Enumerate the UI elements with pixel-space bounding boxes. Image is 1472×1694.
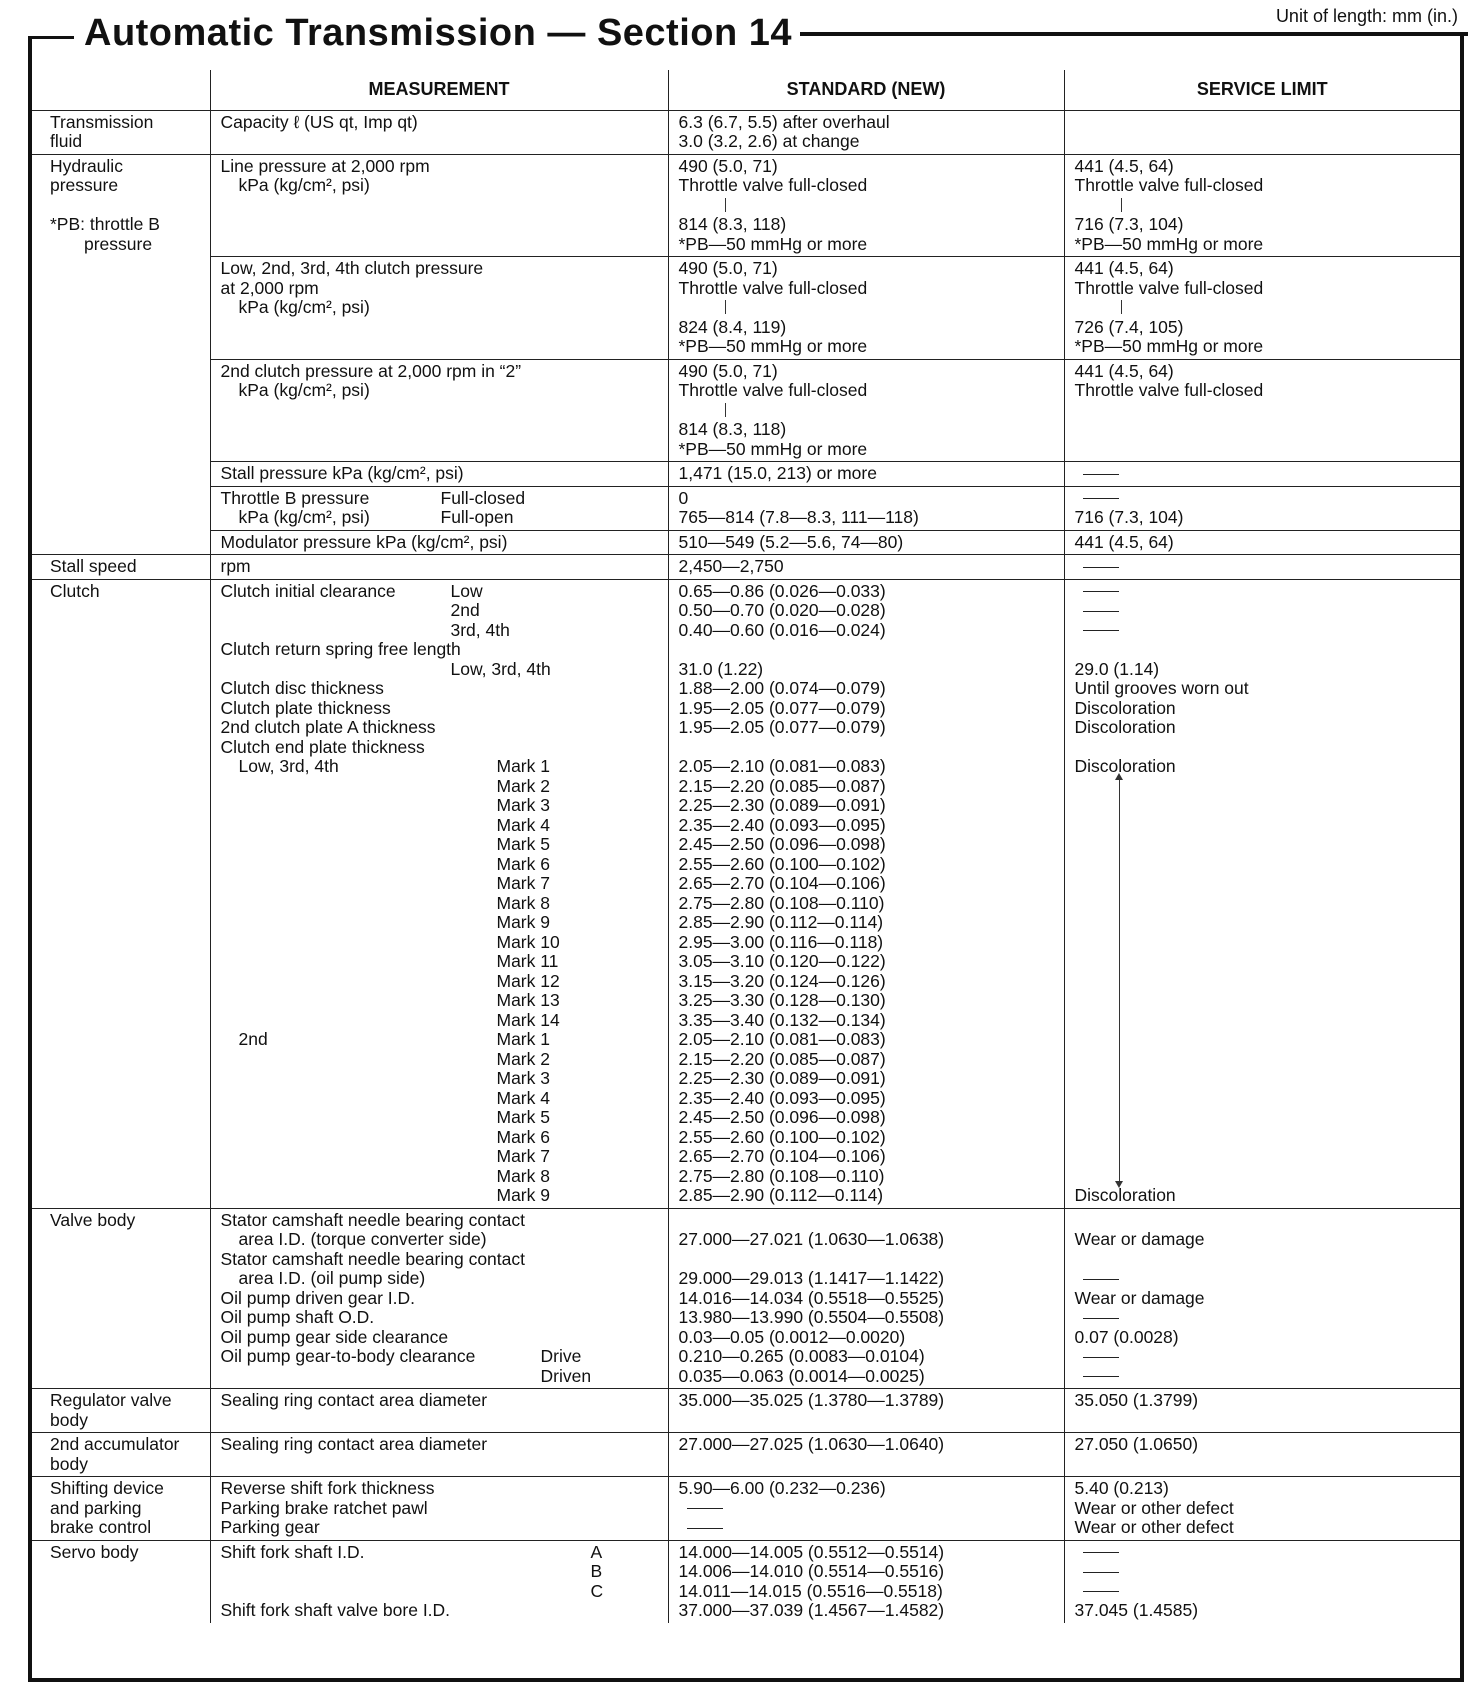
limit-cell xyxy=(1064,555,1460,580)
valve-sub-label: Driven xyxy=(540,1365,592,1386)
measurement-cell: Line pressure at 2,000 rpm kPa (kg/cm², psi) xyxy=(210,154,668,257)
dash-mark xyxy=(1083,591,1119,592)
table-row xyxy=(32,359,1460,462)
mark-label-row xyxy=(221,1108,662,1128)
valve-limit: Wear or damage xyxy=(1074,1287,1205,1308)
mark-label: Mark 5 xyxy=(496,1107,550,1127)
mark-value: 2.85—2.90 (0.112—0.114) xyxy=(678,1185,884,1205)
mark-label-row xyxy=(221,855,662,875)
dash-mark xyxy=(1083,1591,1119,1592)
measurement-cell: Reverse shift fork thickness Parking brake ratchet pawl Parking gear xyxy=(210,1477,668,1541)
valve-measurement: area I.D. (torque converter side) xyxy=(238,1229,487,1249)
mark-label: Mark 1 xyxy=(496,756,550,776)
mark-label-row xyxy=(221,894,662,914)
valve-measurement-row xyxy=(221,1367,662,1387)
table-row xyxy=(32,486,1460,530)
limit-cell xyxy=(1064,110,1460,154)
mark-label: Mark 10 xyxy=(496,931,560,952)
measurement-cell: Stall pressure kPa (kg/cm², psi) xyxy=(210,462,668,487)
valve-measurement: Oil pump gear-to-body clearance xyxy=(220,1346,476,1366)
mark-value: 3.25—3.30 (0.128—0.130) xyxy=(678,990,886,1010)
valve-limit xyxy=(1075,1367,1455,1387)
standard-cell xyxy=(668,1208,1064,1389)
mark-value: 2.55—2.60 (0.100—0.102) xyxy=(678,853,886,874)
mark-label-row xyxy=(221,991,662,1011)
valve-limit xyxy=(1075,1347,1455,1367)
marks-standard-values xyxy=(679,757,1058,1206)
mark-label-row xyxy=(221,777,662,797)
dash-mark xyxy=(1083,567,1119,568)
mark-value: 3.15—3.20 (0.124—0.126) xyxy=(678,970,886,991)
mark-value: 2.75—2.80 (0.108—0.110) xyxy=(678,1165,885,1186)
measurement-cell: Clutch initial clearance Low 2nd 3rd, 4th Clutch return spring free length Low, 3rd, 4th Clutch disc thickness Clutch plate thickness 2nd clutch plate A thickness Clutch end plate thickness Low, 3rd, 4th Mark 1 Mark 2 Mark 3 Mark 4 Mark 5 Mark 6 Mark 7 Mark 8 Mark 9 Mark 10 Mark 11 Mark 12 Mark 13 Mark 14 2nd Mark 1 Mark 2 Mark 3 Mark 4 Mark 5 Mark 6 Mark 7 Mark 8 Mark 9 xyxy=(210,579,668,1208)
range-tick xyxy=(1075,196,1455,216)
mark-value: 2.65—2.70 (0.104—0.106) xyxy=(678,873,886,893)
valve-standard: 29.000—29.013 (1.1417—1.1422) xyxy=(678,1268,945,1288)
mark-value: 2.15—2.20 (0.085—0.087) xyxy=(678,1048,886,1069)
measurement-cell: Sealing ring contact area diameter xyxy=(210,1433,668,1477)
header-measurement: MEASUREMENT xyxy=(210,70,668,110)
valve-measurement-row xyxy=(221,1347,662,1367)
mark-value: 2.35—2.40 (0.093—0.095) xyxy=(678,814,886,835)
standard-cell: 490 (5.0, 71) Throttle valve full-closed 814 (8.3, 118) *PB—50 mmHg or more xyxy=(668,154,1064,257)
mark-label-row xyxy=(221,816,662,836)
valve-sub-label: Drive xyxy=(540,1346,582,1366)
table-row xyxy=(32,1477,1460,1541)
header-blank xyxy=(32,70,210,110)
mark-label-row xyxy=(221,1167,662,1187)
dash-mark xyxy=(1083,611,1119,612)
mark-value: 2.85—2.90 (0.112—0.114) xyxy=(678,912,884,932)
mark-label-row xyxy=(221,835,662,855)
category-cell: 2nd accumulator body xyxy=(32,1433,210,1477)
valve-measurement-row xyxy=(221,1230,662,1250)
mark-label-row xyxy=(221,1186,662,1206)
valve-limit xyxy=(1075,1269,1455,1289)
limit-cell: 37.045 (1.4585) xyxy=(1064,1540,1460,1623)
mark-group-label: 2nd xyxy=(238,1029,268,1049)
measurement-cell: Low, 2nd, 3rd, 4th clutch pressure at 2,000 rpm kPa (kg/cm², psi) xyxy=(210,257,668,360)
mark-label: Mark 7 xyxy=(496,873,550,893)
mark-value: 2.45—2.50 (0.096—0.098) xyxy=(678,1107,886,1127)
valve-standard xyxy=(679,1211,1058,1231)
mark-label-row xyxy=(221,1069,662,1089)
table-row xyxy=(32,579,1460,1208)
mark-value: 2.05—2.10 (0.081—0.083) xyxy=(678,1029,886,1049)
mark-value: 2.45—2.50 (0.096—0.098) xyxy=(678,834,886,854)
limit-cell: 441 (4.5, 64) Throttle valve full-closed 716 (7.3, 104) *PB—50 mmHg or more xyxy=(1064,154,1460,257)
category-cell: Servo body xyxy=(32,1540,210,1623)
marks-group-2-labels xyxy=(221,1030,662,1206)
valve-standard: 27.000—27.021 (1.0630—1.0638) xyxy=(678,1229,945,1249)
valve-limit xyxy=(1075,1308,1455,1328)
marks-group-1-labels xyxy=(221,757,662,1030)
mark-label: Mark 2 xyxy=(496,775,550,796)
mark-label: Mark 14 xyxy=(496,1009,560,1030)
mark-label-row xyxy=(221,874,662,894)
limit-cell: 29.0 (1.14) Until grooves worn out Discoloration Discoloration Discoloration Discoloration xyxy=(1064,579,1460,1208)
mark-label: Mark 4 xyxy=(496,1087,550,1108)
measurement-cell: Shift fork shaft I.D. A B C Shift fork shaft valve bore I.D. xyxy=(210,1540,668,1623)
table-row xyxy=(32,530,1460,555)
dash-mark xyxy=(1083,1279,1119,1280)
valve-measurement: Oil pump shaft O.D. xyxy=(220,1307,375,1327)
standard-cell: 27.000—27.025 (1.0630—1.0640) xyxy=(668,1433,1064,1477)
mark-label: Mark 3 xyxy=(496,795,550,815)
measurement-cell: Modulator pressure kPa (kg/cm², psi) xyxy=(210,530,668,555)
standard-cell: 0.65—0.86 (0.026—0.033) 0.50—0.70 (0.020—0.028) 0.40—0.60 (0.016—0.024) 31.0 (1.22) 1.88—2.00 (0.074—0.079) 1.95—2.05 (0.077—0.079) 1.95—2.05 (0.077—0.079) 2.05—2.10 (0.081—0.083) 2.15—2.20 (0.085—0.087) 2.25—2.30 (0.089—0.091) 2.35—2.40 (0.093—0.095) 2.45—2.50 (0.096—0.098) 2.55—2.60 (0.100—0.102) 2.65—2.70 (0.104—0.106) 2.75—2.80 (0.108—0.110) 2.85—2.90 (0.112—0.114) 2.95—3.00 (0.116—0.118) 3.05—3.10 (0.120—0.122) 3.15—3.20 (0.124—0.126) 3.25—3.30 (0.128—0.130) 3.35—3.40 (0.132—0.134) 2.05—2.10 (0.081—0.083) 2.15—2.20 (0.085—0.087) 2.25—2.30 (0.089—0.091) 2.35—2.40 (0.093—0.095) 2.45—2.50 (0.096—0.098) 2.55—2.60 (0.100—0.102) 2.65—2.70 (0.104—0.106) 2.75—2.80 (0.108—0.110) 2.85—2.90 (0.112—0.114) xyxy=(668,579,1064,1208)
limit-cell: 716 (7.3, 104) xyxy=(1064,486,1460,530)
valve-standard: 0.03—0.05 (0.0012—0.0020) xyxy=(678,1326,906,1347)
valve-standard xyxy=(679,1250,1058,1270)
range-tick xyxy=(1075,298,1455,318)
page-title: Automatic Transmission — Section 14 xyxy=(76,12,800,55)
table-row xyxy=(32,555,1460,580)
category-cell: Hydraulic pressure *PB: throttle B pressure xyxy=(32,154,210,555)
measurement-cell: Sealing ring contact area diameter xyxy=(210,1389,668,1433)
marks-limit: Discoloration Discoloration xyxy=(1074,756,1176,1205)
mark-label: Mark 6 xyxy=(496,1126,550,1147)
standard-cell: 1,471 (15.0, 213) or more xyxy=(668,462,1064,487)
mark-value: 2.05—2.10 (0.081—0.083) xyxy=(678,756,886,776)
category-cell: Transmission fluid xyxy=(32,110,210,154)
limit-cell: 35.050 (1.3799) xyxy=(1064,1389,1460,1433)
mark-label: Mark 1 xyxy=(496,1029,550,1049)
mark-label: Mark 5 xyxy=(496,834,550,854)
dash-mark xyxy=(687,1508,723,1509)
table-row xyxy=(32,462,1460,487)
limit-cell: 27.050 (1.0650) xyxy=(1064,1433,1460,1477)
mark-value: 2.15—2.20 (0.085—0.087) xyxy=(678,775,886,796)
mark-label-row xyxy=(221,1089,662,1109)
valve-limit xyxy=(1075,1211,1455,1231)
standard-cell: 510—549 (5.2—5.6, 74—80) xyxy=(668,530,1064,555)
table-row xyxy=(32,1389,1460,1433)
category-cell: Regulator valve body xyxy=(32,1389,210,1433)
dash-mark xyxy=(1083,498,1119,499)
mark-label: Mark 6 xyxy=(496,853,550,874)
mark-label-row xyxy=(221,1011,662,1031)
table-row xyxy=(32,1208,1460,1389)
category-cell: Clutch xyxy=(32,579,210,1208)
range-tick xyxy=(679,196,1058,216)
mark-label-row xyxy=(221,952,662,972)
standard-cell: 490 (5.0, 71) Throttle valve full-closed 824 (8.4, 119) *PB—50 mmHg or more xyxy=(668,257,1064,360)
header-standard: STANDARD (NEW) xyxy=(668,70,1064,110)
mark-label-row xyxy=(221,913,662,933)
mark-label: Mark 9 xyxy=(496,1185,550,1205)
range-tick xyxy=(679,401,1058,421)
category-cell: Shifting device and parking brake control xyxy=(32,1477,210,1541)
header-row xyxy=(32,70,1460,110)
dash-mark xyxy=(1083,1572,1119,1573)
limit-cell: 441 (4.5, 64) Throttle valve full-closed xyxy=(1064,359,1460,462)
standard-cell: 5.90—6.00 (0.232—0.236) xyxy=(668,1477,1064,1541)
mark-label-row xyxy=(221,1147,662,1167)
category-cell: Valve body xyxy=(32,1208,210,1389)
valve-measurement: Oil pump driven gear I.D. xyxy=(220,1287,416,1308)
table-row xyxy=(32,1540,1460,1623)
mark-label: Mark 7 xyxy=(496,1146,550,1166)
valve-limit: 0.07 (0.0028) xyxy=(1074,1326,1179,1347)
valve-standard: 13.980—13.990 (0.5504—0.5508) xyxy=(678,1307,945,1327)
mark-value: 2.25—2.30 (0.089—0.091) xyxy=(678,1068,886,1088)
table-row xyxy=(32,1433,1460,1477)
standard-cell: 14.000—14.005 (0.5512—0.5514) 14.006—14.010 (0.5514—0.5516) 14.011—14.015 (0.5516—0.5518) 37.000—37.039 (1.4567—1.4582) xyxy=(668,1540,1064,1623)
mark-label-row xyxy=(221,757,662,777)
mark-value: 2.25—2.30 (0.089—0.091) xyxy=(678,795,886,815)
mark-value: 2.55—2.60 (0.100—0.102) xyxy=(678,1126,886,1147)
measurement-cell: Throttle B pressure Full-closed kPa (kg/cm², psi) Full-open xyxy=(210,486,668,530)
mark-label: Mark 8 xyxy=(496,892,550,913)
mark-value: 2.65—2.70 (0.104—0.106) xyxy=(678,1146,886,1166)
measurement-cell: Capacity ℓ (US qt, Imp qt) xyxy=(210,110,668,154)
standard-cell: 35.000—35.025 (1.3780—1.3789) xyxy=(668,1389,1064,1433)
valve-standard: 0.035—0.063 (0.0014—0.0025) xyxy=(678,1365,925,1386)
valve-limit xyxy=(1075,1250,1455,1270)
valve-measurement: Oil pump gear side clearance xyxy=(220,1326,449,1347)
mark-value: 3.05—3.10 (0.120—0.122) xyxy=(678,951,886,971)
valve-measurement-row xyxy=(221,1250,662,1270)
mark-label-row xyxy=(221,1030,662,1050)
mark-label-row xyxy=(221,972,662,992)
standard-cell: 0 765—814 (7.8—8.3, 111—118) xyxy=(668,486,1064,530)
mark-label: Mark 11 xyxy=(496,951,559,971)
mark-label: Mark 9 xyxy=(496,912,550,932)
mark-value: 2.35—2.40 (0.093—0.095) xyxy=(678,1087,886,1108)
mark-label: Mark 8 xyxy=(496,1165,550,1186)
mark-value: 3.35—3.40 (0.132—0.134) xyxy=(678,1009,886,1030)
table-row xyxy=(32,257,1460,360)
standard-cell: 6.3 (6.7, 5.5) after overhaul 3.0 (3.2, 2.6) at change xyxy=(668,110,1064,154)
dash-mark xyxy=(1083,474,1119,475)
limit-cell: 5.40 (0.213) Wear or other defect Wear or other defect xyxy=(1064,1477,1460,1541)
mark-label-row xyxy=(221,1128,662,1148)
mark-label-row xyxy=(221,1050,662,1070)
range-arrow-icon xyxy=(1119,779,1120,1183)
measurement-cell: 2nd clutch pressure at 2,000 rpm in “2” kPa (kg/cm², psi) xyxy=(210,359,668,462)
dash-mark xyxy=(1083,1357,1119,1358)
valve-measurement: Stator camshaft needle bearing contact xyxy=(220,1209,525,1230)
valve-measurement-row xyxy=(221,1289,662,1309)
mark-value: 2.95—3.00 (0.116—0.118) xyxy=(678,931,884,952)
mark-label: Mark 2 xyxy=(496,1048,550,1069)
limit-cell xyxy=(1064,462,1460,487)
mark-label: Mark 4 xyxy=(496,814,550,835)
valve-measurement-row xyxy=(221,1269,662,1289)
dash-mark xyxy=(1083,1552,1119,1553)
measurement-cell: rpm xyxy=(210,555,668,580)
mark-label: Mark 12 xyxy=(496,970,560,991)
dash-mark xyxy=(1083,1318,1119,1319)
range-tick xyxy=(679,298,1058,318)
table-row xyxy=(32,110,1460,154)
category-cell: Stall speed xyxy=(32,555,210,580)
table-row xyxy=(32,154,1460,257)
dash-mark xyxy=(687,1528,723,1529)
valve-limit: Wear or damage xyxy=(1074,1229,1205,1249)
valve-measurement: area I.D. (oil pump side) xyxy=(238,1268,426,1288)
dash-mark xyxy=(1083,1376,1119,1377)
mark-label-row xyxy=(221,796,662,816)
header-limit: SERVICE LIMIT xyxy=(1064,70,1460,110)
mark-value: 2.75—2.80 (0.108—0.110) xyxy=(678,892,885,913)
valve-measurement-row xyxy=(221,1211,662,1231)
dash-mark xyxy=(1083,630,1119,631)
limit-cell xyxy=(1064,1208,1460,1389)
valve-measurement-row xyxy=(221,1328,662,1348)
mark-group-label: Low, 3rd, 4th xyxy=(238,756,339,776)
valve-standard: 0.210—0.265 (0.0083—0.0104) xyxy=(678,1346,925,1366)
limit-cell: 441 (4.5, 64) xyxy=(1064,530,1460,555)
mark-label-row xyxy=(221,933,662,953)
limit-cell: 441 (4.5, 64) Throttle valve full-closed 726 (7.4, 105) *PB—50 mmHg or more xyxy=(1064,257,1460,360)
spec-table xyxy=(32,70,1460,1623)
measurement-cell xyxy=(210,1208,668,1389)
unit-note: Unit of length: mm (in.) xyxy=(1275,6,1458,26)
standard-cell: 2,450—2,750 xyxy=(668,555,1064,580)
valve-measurement-row xyxy=(221,1308,662,1328)
mark-label: Mark 3 xyxy=(496,1068,550,1088)
valve-measurement: Stator camshaft needle bearing contact xyxy=(220,1248,525,1269)
valve-standard: 14.016—14.034 (0.5518—0.5525) xyxy=(678,1287,945,1308)
standard-cell: 490 (5.0, 71) Throttle valve full-closed 814 (8.3, 118) *PB—50 mmHg or more xyxy=(668,359,1064,462)
mark-label: Mark 13 xyxy=(496,990,560,1010)
